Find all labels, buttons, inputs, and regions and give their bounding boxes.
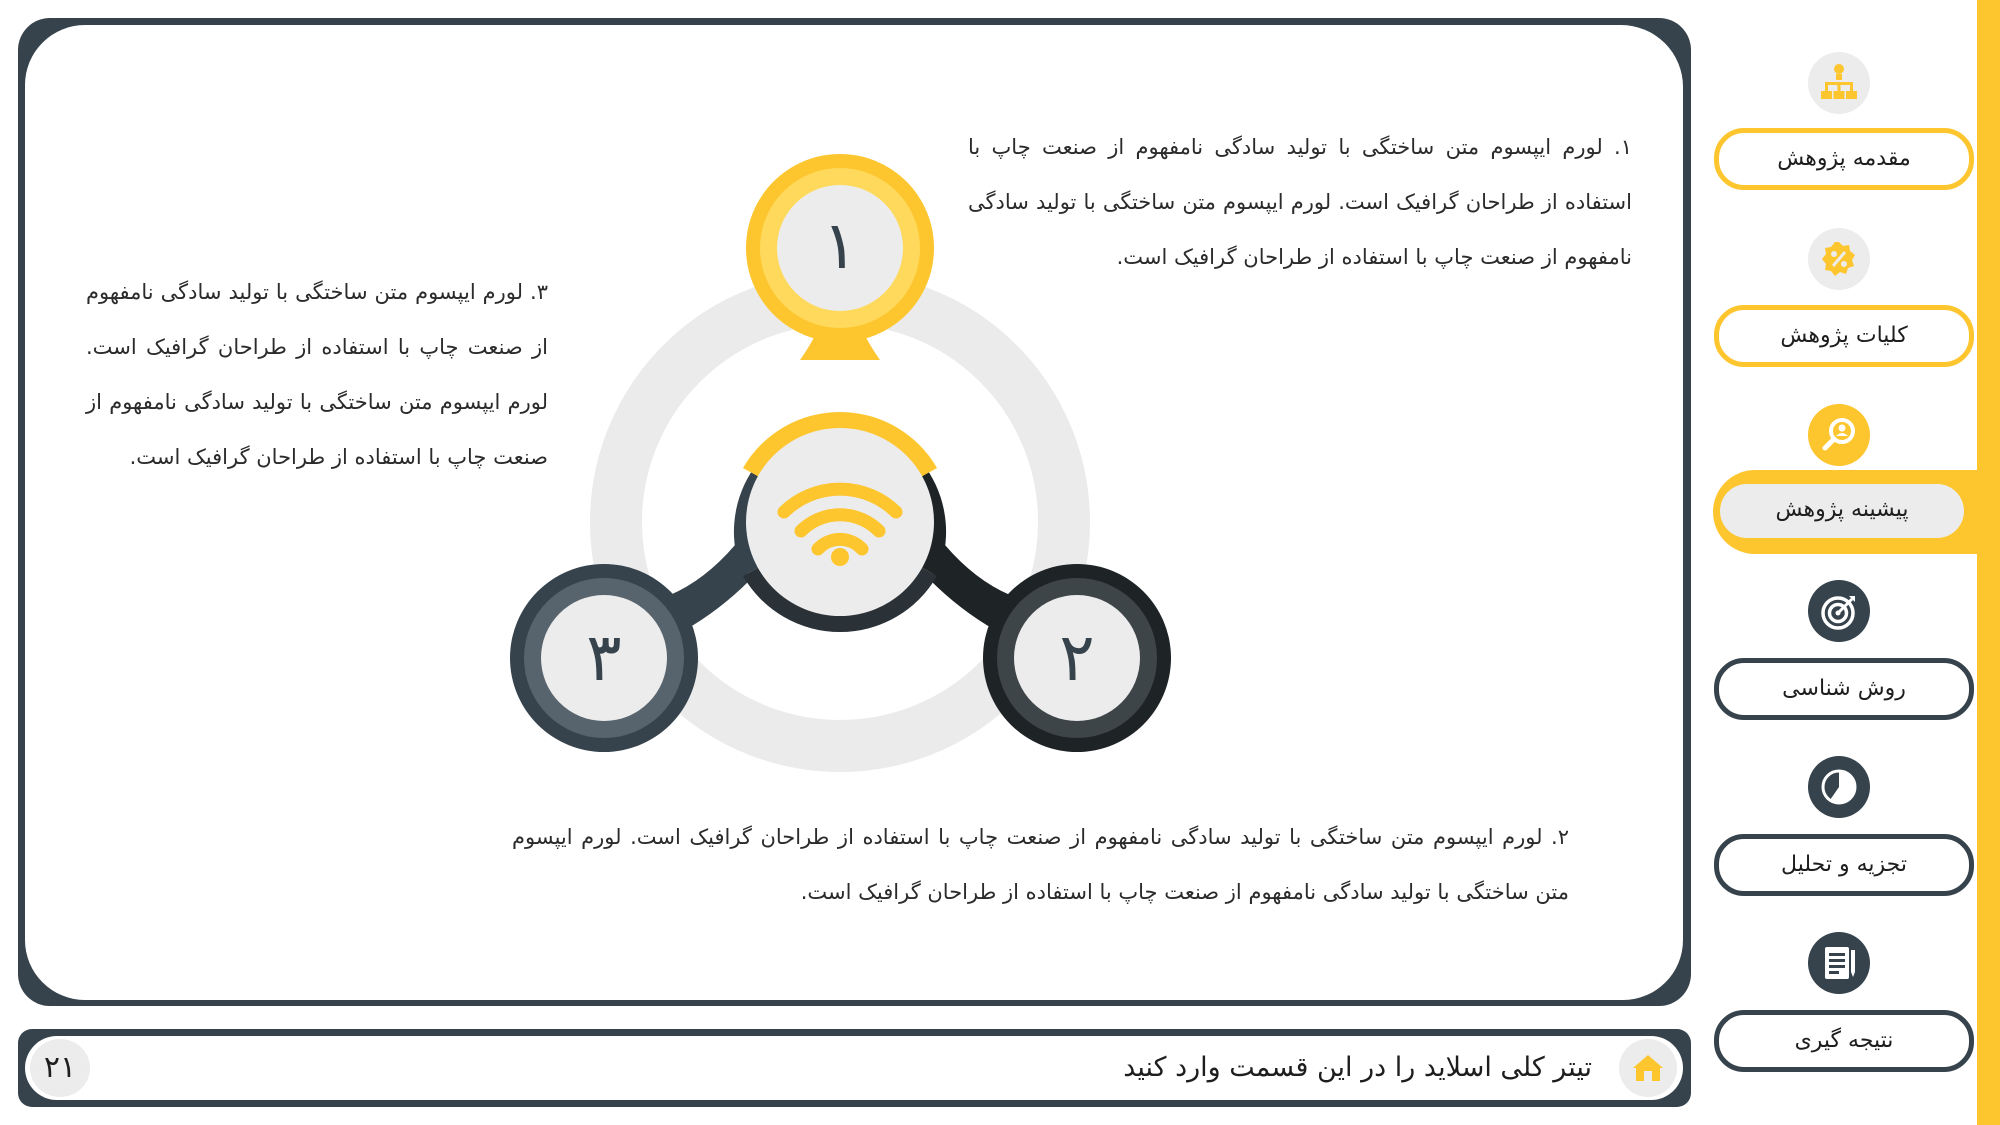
search-user-icon [1808, 404, 1870, 466]
central-hub [734, 412, 946, 632]
nav-item-conclusion[interactable]: نتیجه گیری [1714, 1010, 1974, 1072]
node-2 [983, 564, 1171, 752]
percent-badge-icon [1808, 228, 1870, 290]
nav-icon-4[interactable] [1808, 580, 1870, 642]
nav-item-literature[interactable]: پیشینه پژوهش [1720, 484, 1964, 538]
node-3 [510, 564, 698, 752]
hierarchy-icon [1808, 52, 1870, 114]
slide-title: تیتر کلی اسلاید را در این قسمت وارد کنید [1123, 1052, 1592, 1083]
paragraph-3: ۳. لورم ایپسوم متن ساختگی با تولید سادگی نامفهوم از صنعت چاپ با استفاده از طراحان گرافیک است. لورم ایپسوم متن ساختگی با تولید سادگی نامفهوم از صنعت چاپ با استفاده از طراحان گرافیک است. [86, 280, 548, 469]
paragraph-1: ۱. لورم ایپسوم متن ساختگی با تولید سادگی نامفهوم از صنعت چاپ با استفاده از طراحان گرافیک است. لورم ایپسوم متن ساختگی با تولید سادگی نامفهوم از صنعت چاپ با استفاده از طراحان گرافیک است. [968, 135, 1632, 269]
nav-icon-3[interactable] [1808, 404, 1870, 466]
node-3-label: ۳ [586, 619, 622, 696]
nav-item-analysis[interactable]: تجزیه و تحلیل [1714, 834, 1974, 896]
nav-icon-2[interactable] [1808, 228, 1870, 290]
right-accent-stripe [1977, 0, 2000, 1125]
nav-item-methodology[interactable]: روش شناسی [1714, 658, 1974, 720]
page-number: ۲۱ [30, 1039, 90, 1097]
node-2-label: ۲ [1059, 619, 1095, 696]
report-icon [1808, 932, 1870, 994]
node-1-label: ۱ [822, 207, 858, 284]
home-icon [1619, 1039, 1677, 1097]
paragraph-2: ۲. لورم ایپسوم متن ساختگی با تولید سادگی نامفهوم از صنعت چاپ با استفاده از طراحان گرافیک است. لورم ایپسوم متن ساختگی با تولید سادگی نامفهوم از صنعت چاپ با استفاده از طراحان گرافیک است. [512, 825, 1569, 904]
home-button[interactable] [1619, 1039, 1677, 1097]
nav-icon-6[interactable] [1808, 932, 1870, 994]
nav-item-overview[interactable]: کلیات پژوهش [1714, 305, 1974, 367]
target-icon [1808, 580, 1870, 642]
nav-icon-1[interactable] [1808, 52, 1870, 114]
nav-icon-5[interactable] [1808, 756, 1870, 818]
node-1 [746, 154, 934, 342]
pie-chart-icon [1808, 756, 1870, 818]
nav-item-intro[interactable]: مقدمه پژوهش [1714, 128, 1974, 190]
